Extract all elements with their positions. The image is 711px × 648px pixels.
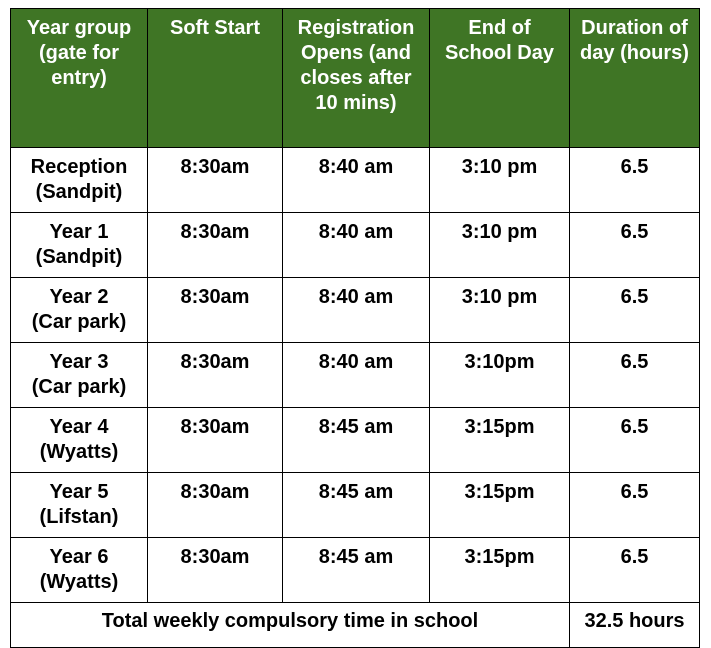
soft-start-cell: 8:30am [148, 343, 283, 408]
registration-cell: 8:40 am [283, 148, 430, 213]
total-row [11, 603, 700, 648]
year-label: Year 1 [49, 221, 109, 243]
end-of-day-cell: 3:10 pm [430, 213, 570, 278]
year-label: Year 2 [49, 286, 109, 308]
header-end-of-school-day: End of School Day [430, 9, 570, 148]
end-of-day-cell: 3:15pm [430, 408, 570, 473]
gate-label: (Car park) [31, 376, 127, 398]
table-row-year-4 [11, 408, 700, 473]
end-of-day-cell: 3:15pm [430, 538, 570, 603]
total-label: Total weekly compulsory time in school [11, 603, 570, 648]
duration-cell: 6.5 [570, 213, 700, 278]
year-group-cell [11, 343, 148, 408]
duration-cell: 6.5 [570, 148, 700, 213]
end-of-day-cell: 3:15pm [430, 473, 570, 538]
header-soft-start: Soft Start [148, 9, 283, 148]
end-of-day-cell: 3:10pm [430, 343, 570, 408]
gate-label: (Lifstan) [39, 506, 119, 528]
registration-cell: 8:45 am [283, 408, 430, 473]
registration-cell: 8:40 am [283, 213, 430, 278]
gate-label: (Wyatts) [39, 441, 119, 463]
registration-cell: 8:40 am [283, 278, 430, 343]
end-of-day-cell: 3:10 pm [430, 278, 570, 343]
table-row-year-6 [11, 538, 700, 603]
header-registration-opens: Registration Opens (and closes after 10 mins) [283, 9, 430, 148]
year-group-cell [11, 213, 148, 278]
duration-cell: 6.5 [570, 278, 700, 343]
gate-label: (Wyatts) [39, 571, 119, 593]
year-group-cell [11, 408, 148, 473]
duration-cell: 6.5 [570, 473, 700, 538]
year-label: Year 4 [49, 416, 109, 438]
year-group-cell [11, 538, 148, 603]
table-row-year-3 [11, 343, 700, 408]
header-year-group: Year group (gate for entry) [11, 9, 148, 148]
soft-start-cell: 8:30am [148, 538, 283, 603]
duration-cell: 6.5 [570, 538, 700, 603]
gate-label: (Car park) [31, 311, 127, 333]
table-row-reception [11, 148, 700, 213]
registration-cell: 8:40 am [283, 343, 430, 408]
table-row-year-5 [11, 473, 700, 538]
soft-start-cell: 8:30am [148, 473, 283, 538]
header-row [11, 9, 700, 148]
school-day-timings-table [10, 8, 700, 648]
year-label: Reception [30, 156, 128, 178]
soft-start-cell: 8:30am [148, 213, 283, 278]
registration-cell: 8:45 am [283, 538, 430, 603]
gate-label: (Sandpit) [35, 181, 123, 203]
year-group-cell [11, 473, 148, 538]
year-label: Year 6 [49, 546, 109, 568]
header-duration: Duration of day (hours) [570, 9, 700, 148]
table-row-year-2 [11, 278, 700, 343]
soft-start-cell: 8:30am [148, 148, 283, 213]
soft-start-cell: 8:30am [148, 278, 283, 343]
end-of-day-cell: 3:10 pm [430, 148, 570, 213]
year-label: Year 5 [49, 481, 109, 503]
duration-cell: 6.5 [570, 343, 700, 408]
gate-label: (Sandpit) [35, 246, 123, 268]
registration-cell: 8:45 am [283, 473, 430, 538]
soft-start-cell: 8:30am [148, 408, 283, 473]
year-group-cell [11, 278, 148, 343]
total-value: 32.5 hours [570, 603, 700, 648]
year-label: Year 3 [49, 351, 109, 373]
year-group-cell [11, 148, 148, 213]
table-row-year-1 [11, 213, 700, 278]
duration-cell: 6.5 [570, 408, 700, 473]
